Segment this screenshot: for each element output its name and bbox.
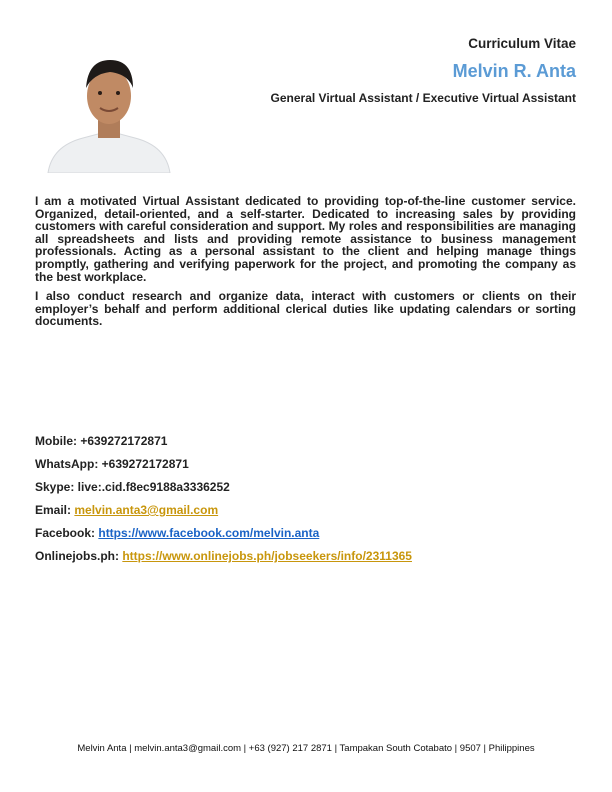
- email-link[interactable]: melvin.anta3@gmail.com: [74, 503, 219, 517]
- contact-onlinejobs: [35, 549, 412, 572]
- contact-skype: Skype: live:.cid.f8ec9188a3336252: [35, 480, 230, 494]
- contact-mobile: Mobile: +639272172871: [35, 434, 168, 448]
- facebook-label: Facebook:: [35, 526, 96, 540]
- summary-paragraph: I also conduct research and organize data, interact with customers or clients on their employer’s behalf and perform additional clerical duties like updating calendars or sorting documents.: [35, 289, 576, 329]
- summary-paragraph: I am a motivated Virtual Assistant dedicated to providing top-of-the-line customer service. Organized, detail-oriented, and a self-starter. Dedicated to increasing sales by providing customers with careful consideration and support. My roles and responsibilities are managing all spreadsheets and lists and providing remote assistance to business management professionals. Acting as a personal assistant to the client and helping manage things promptly, gathering and verifying paperwork for the project, and promoting the company as the best workplace.: [35, 194, 576, 284]
- page-footer: Melvin Anta | melvin.anta3@gmail.com | +63 (927) 217 2871 | Tampakan South Cotabato | 9507 | Philippines: [77, 743, 535, 754]
- email-label: Email:: [35, 503, 72, 517]
- contact-facebook: [35, 526, 412, 549]
- candidate-role: General Virtual Assistant / Executive Virtual Assistant: [270, 91, 576, 105]
- onlinejobs-label: Onlinejobs.ph:: [35, 549, 119, 563]
- profile-photo: [38, 38, 180, 173]
- candidate-name: Melvin R. Anta: [452, 61, 576, 81]
- document-title: Curriculum Vitae: [468, 36, 576, 51]
- facebook-link[interactable]: https://www.facebook.com/melvin.anta: [98, 526, 320, 540]
- onlinejobs-link[interactable]: https://www.onlinejobs.ph/jobseekers/info/2311365: [122, 549, 412, 563]
- contact-whatsapp: WhatsApp: +639272172871: [35, 457, 189, 471]
- contact-list: [35, 434, 412, 572]
- summary-section: [35, 195, 576, 335]
- contact-email: [35, 503, 412, 526]
